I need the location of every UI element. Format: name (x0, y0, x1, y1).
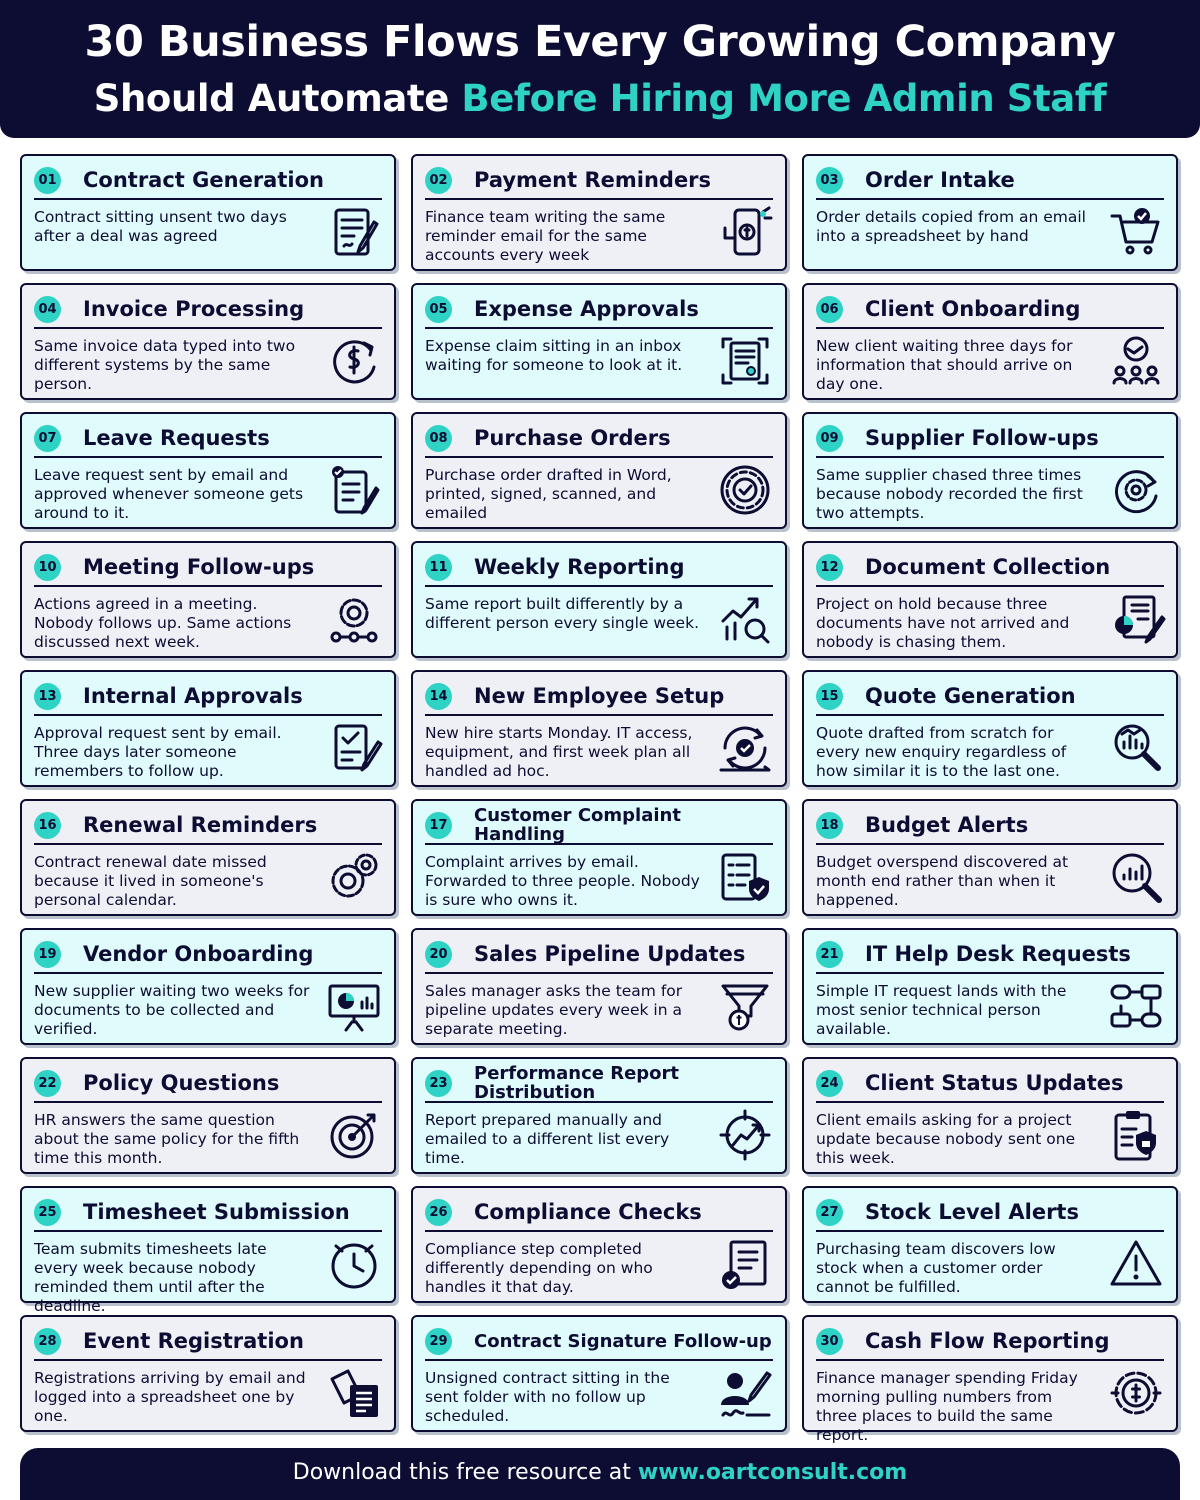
card-number-badge: 21 (816, 941, 843, 968)
card-description: Sales manager asks the team for pipeline updates every week in a separate meeting. (425, 982, 683, 1038)
card-title: Weekly Reporting (474, 554, 685, 579)
card-description: Approval request sent by email. Three days later someone remembers to follow up. (34, 724, 282, 780)
clock-icon (326, 1236, 382, 1292)
card-description: New client waiting three days for information that should arrive on day one. (816, 337, 1073, 393)
card-title: Supplier Follow-ups (865, 425, 1099, 450)
flow-card-23 (411, 1057, 787, 1174)
card-description: Client emails asking for a project update because nobody sent one this week. (816, 1111, 1076, 1167)
card-number-badge: 27 (816, 1199, 843, 1226)
card-number-badge: 05 (425, 296, 452, 323)
flow-card-30 (802, 1315, 1178, 1444)
approval-document-icon (326, 720, 382, 776)
card-header (425, 1194, 773, 1232)
card-header (816, 162, 1164, 200)
flow-card-08 (411, 412, 787, 529)
card-description: Quote drafted from scratch for every new enquiry regardless of how similar it is to the last one. (816, 724, 1067, 780)
flow-card-17 (411, 799, 787, 916)
card-number-badge: 20 (425, 941, 452, 968)
card-description: Unsigned contract sitting in the sent folder with no follow up scheduled. (425, 1369, 670, 1425)
flow-card-09 (802, 412, 1178, 529)
card-description: Actions agreed in a meeting. Nobody follows up. Same actions discussed next week. (34, 595, 292, 651)
card-description: New hire starts Monday. IT access, equipment, and first week plan all handled ad hoc. (425, 724, 693, 780)
subtitle-white: Should Automate (93, 77, 449, 120)
card-number-badge: 23 (425, 1070, 452, 1097)
card-header (34, 291, 382, 329)
person-signature-icon (717, 1365, 773, 1421)
funnel-dollar-icon (717, 978, 773, 1034)
card-number-badge: 06 (816, 296, 843, 323)
flow-card-02 (411, 154, 787, 271)
card-header (425, 420, 773, 458)
card-title: Order Intake (865, 167, 1015, 192)
gears-icon (326, 849, 382, 905)
card-title: Timesheet Submission (83, 1199, 350, 1224)
card-number-badge: 14 (425, 683, 452, 710)
card-header (34, 678, 382, 716)
card-header (34, 936, 382, 974)
card-header (425, 1065, 773, 1103)
flow-card-07 (20, 412, 396, 529)
card-title: Compliance Checks (474, 1199, 702, 1224)
card-title: Policy Questions (83, 1070, 280, 1095)
card-number-badge: 13 (34, 683, 61, 710)
card-title: Contract Signature Follow-up (474, 1330, 772, 1352)
card-title: Leave Requests (83, 425, 270, 450)
flow-card-13 (20, 670, 396, 787)
flow-card-20 (411, 928, 787, 1045)
card-description: Finance manager spending Friday morning pulling numbers from three places to build the same report. (816, 1369, 1078, 1444)
card-description: Expense claim sitting in an inbox waiting for someone to look at it. (425, 337, 683, 374)
card-description: Contract renewal date missed because it lived in someone's personal calendar. (34, 853, 267, 909)
card-description: Budget overspend discovered at month end rather than when it happened. (816, 853, 1069, 909)
card-description: New supplier waiting two weeks for documents to be collected and verified. (34, 982, 310, 1038)
card-description: Simple IT request lands with the most senior technical person available. (816, 982, 1067, 1038)
card-header (34, 549, 382, 587)
target-arrow-icon (326, 1107, 382, 1163)
network-flow-icon (1108, 978, 1164, 1034)
flow-card-19 (20, 928, 396, 1045)
card-title: Customer Complaint Handling (474, 805, 681, 845)
card-title: Purchase Orders (474, 425, 671, 450)
registration-form-icon (326, 1365, 382, 1421)
card-title: Quote Generation (865, 683, 1076, 708)
card-description: Same supplier chased three times because nobody recorded the first two attempts. (816, 466, 1083, 522)
card-header (816, 1065, 1164, 1103)
card-number-badge: 17 (425, 812, 452, 839)
footer-link[interactable]: www.oartconsult.com (637, 1460, 908, 1485)
card-title: Renewal Reminders (83, 812, 318, 837)
chart-magnifier-icon (717, 591, 773, 647)
card-header (34, 162, 382, 200)
card-number-badge: 10 (34, 554, 61, 581)
flow-card-15 (802, 670, 1178, 787)
flow-card-27 (802, 1186, 1178, 1303)
handshake-team-icon (1108, 333, 1164, 389)
flow-card-11 (411, 541, 787, 658)
card-title: Document Collection (865, 554, 1111, 579)
card-header (34, 1323, 382, 1361)
card-description: Finance team writing the same reminder email for the same accounts every week (425, 208, 666, 264)
flow-card-22 (20, 1057, 396, 1174)
card-title: Payment Reminders (474, 167, 712, 192)
flow-card-10 (20, 541, 396, 658)
flow-card-28 (20, 1315, 396, 1432)
card-number-badge: 02 (425, 167, 452, 194)
target-growth-icon (717, 1107, 773, 1163)
card-header (425, 1323, 773, 1361)
card-title: Stock Level Alerts (865, 1199, 1079, 1224)
card-title: Sales Pipeline Updates (474, 941, 746, 966)
card-description: Same invoice data typed into two different systems by the same person. (34, 337, 296, 393)
card-title: Client Status Updates (865, 1070, 1124, 1095)
card-number-badge: 18 (816, 812, 843, 839)
card-number-badge: 09 (816, 425, 843, 452)
card-number-badge: 01 (34, 167, 61, 194)
page-subtitle (0, 74, 1200, 124)
card-header (816, 549, 1164, 587)
card-header (34, 420, 382, 458)
card-title: Client Onboarding (865, 296, 1081, 321)
card-title: Meeting Follow-ups (83, 554, 315, 579)
card-description: Purchasing team discovers low stock when a customer order cannot be fulfilled. (816, 1240, 1056, 1296)
card-number-badge: 16 (34, 812, 61, 839)
dollar-cycle-icon (326, 333, 382, 389)
magnifier-bars-icon (1108, 849, 1164, 905)
flow-card-14 (411, 670, 787, 787)
presentation-board-icon (326, 978, 382, 1034)
card-title: Budget Alerts (865, 812, 1029, 837)
page-header (0, 0, 1200, 138)
contract-document-icon (326, 204, 382, 260)
card-number-badge: 07 (34, 425, 61, 452)
card-number-badge: 22 (34, 1070, 61, 1097)
flow-card-03 (802, 154, 1178, 271)
flow-card-29 (411, 1315, 787, 1432)
card-number-badge: 19 (34, 941, 61, 968)
card-header (425, 936, 773, 974)
card-number-badge: 03 (816, 167, 843, 194)
flow-card-12 (802, 541, 1178, 658)
card-description: Project on hold because three documents have not arrived and nobody is chasing them. (816, 595, 1070, 651)
flow-card-05 (411, 283, 787, 400)
card-number-badge: 12 (816, 554, 843, 581)
card-header (425, 162, 773, 200)
document-check-icon (717, 1236, 773, 1292)
footer-text: Download this free resource at (292, 1460, 631, 1485)
card-description: Report prepared manually and emailed to a different list every time. (425, 1111, 670, 1167)
report-pen-icon (1108, 591, 1164, 647)
card-number-badge: 11 (425, 554, 452, 581)
gear-check-icon (717, 462, 773, 518)
scanned-document-icon (717, 333, 773, 389)
flow-card-01 (20, 154, 396, 271)
check-cycle-icon (717, 720, 773, 776)
card-description: Purchase order drafted in Word, printed, signed, scanned, and emailed (425, 466, 672, 522)
card-header (34, 1065, 382, 1103)
dollar-gear-icon (1108, 1365, 1164, 1421)
card-header (425, 807, 773, 845)
card-header (816, 291, 1164, 329)
card-title: Invoice Processing (83, 296, 305, 321)
card-description: HR answers the same question about the same policy for the fifth time this month. (34, 1111, 300, 1167)
card-header (816, 1194, 1164, 1232)
page-title: 30 Business Flows Every Growing Company (84, 17, 1116, 67)
gear-workflow-icon (326, 591, 382, 647)
card-description: Contract sitting unsent two days after a deal was agreed (34, 208, 287, 245)
card-header (34, 807, 382, 845)
flow-card-04 (20, 283, 396, 400)
card-number-badge: 15 (816, 683, 843, 710)
card-header (425, 291, 773, 329)
card-number-badge: 29 (425, 1328, 452, 1355)
card-header (425, 678, 773, 716)
warning-icon (1108, 1236, 1164, 1292)
card-description: Registrations arriving by email and logged into a spreadsheet one by one. (34, 1369, 306, 1425)
card-number-badge: 30 (816, 1328, 843, 1355)
card-title: Expense Approvals (474, 296, 699, 321)
card-description: Leave request sent by email and approved whenever someone gets around to it. (34, 466, 304, 522)
flow-card-16 (20, 799, 396, 916)
card-header (34, 1194, 382, 1232)
card-title: Contract Generation (83, 167, 324, 192)
card-number-badge: 24 (816, 1070, 843, 1097)
card-description: Team submits timesheets late every week because nobody reminded them until after the deadline. (34, 1240, 267, 1315)
card-description: Compliance step completed differently depending on who handles it that day. (425, 1240, 653, 1296)
flow-grid (20, 154, 1178, 1444)
card-title: IT Help Desk Requests (865, 941, 1131, 966)
flow-card-25 (20, 1186, 396, 1315)
checklist-pen-icon (326, 462, 382, 518)
flow-card-06 (802, 283, 1178, 400)
card-title: Vendor Onboarding (83, 941, 314, 966)
card-title: Internal Approvals (83, 683, 303, 708)
flow-card-24 (802, 1057, 1178, 1174)
card-number-badge: 08 (425, 425, 452, 452)
gear-cycle-icon (1108, 462, 1164, 518)
clipboard-lock-icon (1108, 1107, 1164, 1163)
shield-list-icon (717, 849, 773, 905)
card-title: Performance Report Distribution (474, 1063, 680, 1103)
subtitle-accent: Before Hiring More Admin Staff (461, 77, 1107, 120)
card-description: Complaint arrives by email. Forwarded to three people. Nobody is sure who owns it. (425, 853, 700, 909)
card-title: Event Registration (83, 1328, 304, 1353)
card-number-badge: 25 (34, 1199, 61, 1226)
footer-banner (20, 1448, 1180, 1500)
card-title: New Employee Setup (474, 683, 725, 708)
card-header (425, 549, 773, 587)
card-header (816, 678, 1164, 716)
card-header (816, 807, 1164, 845)
card-number-badge: 28 (34, 1328, 61, 1355)
card-header (816, 1323, 1164, 1361)
card-number-badge: 26 (425, 1199, 452, 1226)
card-header (816, 420, 1164, 458)
card-description: Order details copied from an email into a spreadsheet by hand (816, 208, 1086, 245)
card-title: Cash Flow Reporting (865, 1328, 1110, 1353)
phone-payment-icon (717, 204, 773, 260)
magnifier-chart-icon (1108, 720, 1164, 776)
shopping-cart-icon (1108, 204, 1164, 260)
flow-card-26 (411, 1186, 787, 1303)
card-number-badge: 04 (34, 296, 61, 323)
card-description: Same report built differently by a different person every single week. (425, 595, 699, 632)
flow-card-21 (802, 928, 1178, 1045)
card-header (816, 936, 1164, 974)
flow-card-18 (802, 799, 1178, 916)
